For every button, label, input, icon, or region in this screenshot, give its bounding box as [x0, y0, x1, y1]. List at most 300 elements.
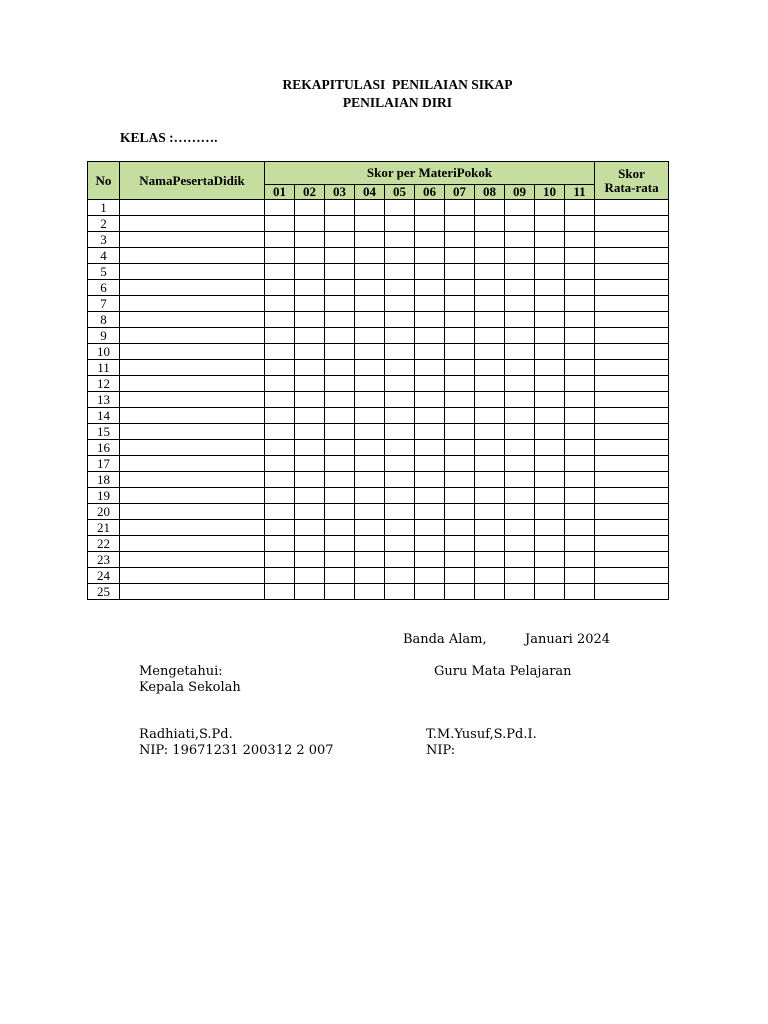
skor-cell-02[interactable]	[295, 360, 325, 376]
skor-rata-rata-cell[interactable]	[595, 344, 669, 360]
skor-cell-05[interactable]	[385, 584, 415, 600]
nama-cell[interactable]	[120, 216, 265, 232]
skor-cell-05[interactable]	[385, 296, 415, 312]
skor-cell-08[interactable]	[475, 392, 505, 408]
skor-cell-02[interactable]	[295, 344, 325, 360]
skor-cell-05[interactable]	[385, 440, 415, 456]
skor-cell-03[interactable]	[325, 584, 355, 600]
skor-cell-11[interactable]	[565, 456, 595, 472]
skor-cell-08[interactable]	[475, 520, 505, 536]
skor-cell-05[interactable]	[385, 536, 415, 552]
skor-cell-01[interactable]	[265, 296, 295, 312]
skor-cell-01[interactable]	[265, 424, 295, 440]
skor-rata-rata-cell[interactable]	[595, 312, 669, 328]
skor-cell-04[interactable]	[355, 456, 385, 472]
skor-cell-03[interactable]	[325, 472, 355, 488]
skor-rata-rata-cell[interactable]	[595, 264, 669, 280]
skor-rata-rata-cell[interactable]	[595, 456, 669, 472]
skor-cell-09[interactable]	[505, 312, 535, 328]
skor-cell-08[interactable]	[475, 440, 505, 456]
skor-cell-03[interactable]	[325, 536, 355, 552]
skor-cell-04[interactable]	[355, 376, 385, 392]
skor-cell-07[interactable]	[445, 328, 475, 344]
skor-cell-02[interactable]	[295, 248, 325, 264]
skor-cell-08[interactable]	[475, 584, 505, 600]
skor-cell-08[interactable]	[475, 472, 505, 488]
skor-cell-04[interactable]	[355, 504, 385, 520]
skor-cell-11[interactable]	[565, 376, 595, 392]
skor-cell-03[interactable]	[325, 376, 355, 392]
skor-cell-09[interactable]	[505, 376, 535, 392]
skor-cell-07[interactable]	[445, 296, 475, 312]
skor-cell-09[interactable]	[505, 232, 535, 248]
skor-cell-06[interactable]	[415, 440, 445, 456]
skor-cell-05[interactable]	[385, 552, 415, 568]
skor-cell-07[interactable]	[445, 344, 475, 360]
skor-cell-09[interactable]	[505, 344, 535, 360]
skor-cell-03[interactable]	[325, 200, 355, 216]
nama-cell[interactable]	[120, 488, 265, 504]
skor-rata-rata-cell[interactable]	[595, 296, 669, 312]
skor-cell-11[interactable]	[565, 584, 595, 600]
skor-cell-03[interactable]	[325, 392, 355, 408]
skor-cell-05[interactable]	[385, 456, 415, 472]
skor-cell-07[interactable]	[445, 392, 475, 408]
skor-rata-rata-cell[interactable]	[595, 200, 669, 216]
skor-cell-02[interactable]	[295, 456, 325, 472]
skor-cell-02[interactable]	[295, 552, 325, 568]
skor-cell-01[interactable]	[265, 472, 295, 488]
nama-cell[interactable]	[120, 280, 265, 296]
skor-cell-10[interactable]	[535, 456, 565, 472]
skor-cell-08[interactable]	[475, 344, 505, 360]
skor-cell-04[interactable]	[355, 584, 385, 600]
skor-cell-06[interactable]	[415, 280, 445, 296]
skor-cell-05[interactable]	[385, 232, 415, 248]
skor-rata-rata-cell[interactable]	[595, 280, 669, 296]
skor-cell-02[interactable]	[295, 472, 325, 488]
nama-cell[interactable]	[120, 536, 265, 552]
skor-cell-09[interactable]	[505, 520, 535, 536]
skor-cell-04[interactable]	[355, 424, 385, 440]
skor-cell-06[interactable]	[415, 520, 445, 536]
nama-cell[interactable]	[120, 472, 265, 488]
nama-cell[interactable]	[120, 408, 265, 424]
skor-cell-08[interactable]	[475, 280, 505, 296]
skor-cell-01[interactable]	[265, 216, 295, 232]
skor-cell-01[interactable]	[265, 232, 295, 248]
skor-cell-07[interactable]	[445, 248, 475, 264]
nama-cell[interactable]	[120, 232, 265, 248]
skor-cell-08[interactable]	[475, 552, 505, 568]
skor-cell-11[interactable]	[565, 216, 595, 232]
skor-cell-01[interactable]	[265, 568, 295, 584]
skor-cell-05[interactable]	[385, 424, 415, 440]
skor-rata-rata-cell[interactable]	[595, 552, 669, 568]
nama-cell[interactable]	[120, 264, 265, 280]
skor-cell-08[interactable]	[475, 536, 505, 552]
skor-cell-10[interactable]	[535, 280, 565, 296]
skor-cell-08[interactable]	[475, 248, 505, 264]
skor-cell-06[interactable]	[415, 584, 445, 600]
skor-cell-02[interactable]	[295, 408, 325, 424]
skor-cell-09[interactable]	[505, 504, 535, 520]
nama-cell[interactable]	[120, 392, 265, 408]
skor-cell-04[interactable]	[355, 232, 385, 248]
skor-cell-04[interactable]	[355, 296, 385, 312]
nama-cell[interactable]	[120, 344, 265, 360]
skor-rata-rata-cell[interactable]	[595, 392, 669, 408]
skor-cell-02[interactable]	[295, 520, 325, 536]
skor-cell-05[interactable]	[385, 568, 415, 584]
skor-cell-04[interactable]	[355, 200, 385, 216]
skor-cell-09[interactable]	[505, 536, 535, 552]
skor-cell-02[interactable]	[295, 312, 325, 328]
skor-cell-10[interactable]	[535, 248, 565, 264]
skor-cell-11[interactable]	[565, 440, 595, 456]
skor-cell-03[interactable]	[325, 488, 355, 504]
skor-cell-08[interactable]	[475, 296, 505, 312]
skor-cell-09[interactable]	[505, 216, 535, 232]
skor-cell-08[interactable]	[475, 328, 505, 344]
skor-cell-01[interactable]	[265, 280, 295, 296]
skor-rata-rata-cell[interactable]	[595, 408, 669, 424]
skor-cell-04[interactable]	[355, 248, 385, 264]
skor-cell-11[interactable]	[565, 488, 595, 504]
skor-cell-02[interactable]	[295, 264, 325, 280]
skor-cell-10[interactable]	[535, 568, 565, 584]
skor-cell-01[interactable]	[265, 264, 295, 280]
skor-cell-03[interactable]	[325, 280, 355, 296]
skor-cell-11[interactable]	[565, 472, 595, 488]
skor-cell-03[interactable]	[325, 520, 355, 536]
skor-cell-06[interactable]	[415, 376, 445, 392]
skor-cell-07[interactable]	[445, 504, 475, 520]
skor-cell-05[interactable]	[385, 360, 415, 376]
skor-rata-rata-cell[interactable]	[595, 488, 669, 504]
skor-cell-11[interactable]	[565, 552, 595, 568]
skor-cell-08[interactable]	[475, 232, 505, 248]
skor-cell-02[interactable]	[295, 504, 325, 520]
skor-cell-11[interactable]	[565, 408, 595, 424]
skor-cell-11[interactable]	[565, 360, 595, 376]
skor-cell-08[interactable]	[475, 408, 505, 424]
skor-cell-03[interactable]	[325, 216, 355, 232]
skor-cell-10[interactable]	[535, 296, 565, 312]
skor-cell-03[interactable]	[325, 568, 355, 584]
skor-rata-rata-cell[interactable]	[595, 376, 669, 392]
skor-cell-08[interactable]	[475, 456, 505, 472]
skor-cell-05[interactable]	[385, 264, 415, 280]
skor-cell-01[interactable]	[265, 520, 295, 536]
skor-cell-03[interactable]	[325, 232, 355, 248]
skor-cell-05[interactable]	[385, 280, 415, 296]
skor-cell-07[interactable]	[445, 536, 475, 552]
skor-cell-05[interactable]	[385, 312, 415, 328]
skor-cell-02[interactable]	[295, 584, 325, 600]
skor-cell-05[interactable]	[385, 504, 415, 520]
skor-cell-06[interactable]	[415, 456, 445, 472]
skor-cell-09[interactable]	[505, 408, 535, 424]
nama-cell[interactable]	[120, 552, 265, 568]
nama-cell[interactable]	[120, 312, 265, 328]
skor-cell-10[interactable]	[535, 440, 565, 456]
skor-cell-04[interactable]	[355, 392, 385, 408]
skor-cell-01[interactable]	[265, 376, 295, 392]
skor-cell-11[interactable]	[565, 344, 595, 360]
skor-cell-09[interactable]	[505, 264, 535, 280]
skor-cell-10[interactable]	[535, 232, 565, 248]
skor-cell-05[interactable]	[385, 472, 415, 488]
skor-cell-07[interactable]	[445, 360, 475, 376]
skor-cell-05[interactable]	[385, 248, 415, 264]
nama-cell[interactable]	[120, 456, 265, 472]
skor-cell-05[interactable]	[385, 344, 415, 360]
skor-cell-11[interactable]	[565, 504, 595, 520]
skor-cell-04[interactable]	[355, 552, 385, 568]
skor-cell-09[interactable]	[505, 552, 535, 568]
skor-cell-09[interactable]	[505, 440, 535, 456]
skor-rata-rata-cell[interactable]	[595, 584, 669, 600]
skor-cell-04[interactable]	[355, 440, 385, 456]
skor-cell-02[interactable]	[295, 200, 325, 216]
nama-cell[interactable]	[120, 360, 265, 376]
skor-rata-rata-cell[interactable]	[595, 360, 669, 376]
skor-rata-rata-cell[interactable]	[595, 472, 669, 488]
skor-cell-02[interactable]	[295, 536, 325, 552]
skor-cell-04[interactable]	[355, 312, 385, 328]
nama-cell[interactable]	[120, 248, 265, 264]
nama-cell[interactable]	[120, 504, 265, 520]
skor-cell-11[interactable]	[565, 392, 595, 408]
skor-rata-rata-cell[interactable]	[595, 248, 669, 264]
skor-cell-07[interactable]	[445, 232, 475, 248]
skor-rata-rata-cell[interactable]	[595, 424, 669, 440]
skor-cell-05[interactable]	[385, 488, 415, 504]
skor-cell-04[interactable]	[355, 568, 385, 584]
skor-cell-01[interactable]	[265, 504, 295, 520]
skor-cell-09[interactable]	[505, 200, 535, 216]
skor-cell-02[interactable]	[295, 296, 325, 312]
skor-cell-10[interactable]	[535, 200, 565, 216]
skor-cell-01[interactable]	[265, 344, 295, 360]
skor-cell-07[interactable]	[445, 312, 475, 328]
skor-cell-04[interactable]	[355, 536, 385, 552]
skor-cell-07[interactable]	[445, 488, 475, 504]
skor-cell-09[interactable]	[505, 296, 535, 312]
skor-cell-08[interactable]	[475, 216, 505, 232]
skor-cell-04[interactable]	[355, 280, 385, 296]
skor-cell-07[interactable]	[445, 472, 475, 488]
skor-cell-02[interactable]	[295, 568, 325, 584]
skor-cell-11[interactable]	[565, 280, 595, 296]
skor-cell-01[interactable]	[265, 248, 295, 264]
skor-cell-03[interactable]	[325, 504, 355, 520]
skor-cell-06[interactable]	[415, 568, 445, 584]
nama-cell[interactable]	[120, 296, 265, 312]
skor-cell-07[interactable]	[445, 584, 475, 600]
skor-cell-03[interactable]	[325, 440, 355, 456]
skor-cell-07[interactable]	[445, 520, 475, 536]
skor-cell-02[interactable]	[295, 216, 325, 232]
skor-cell-02[interactable]	[295, 424, 325, 440]
skor-cell-06[interactable]	[415, 216, 445, 232]
skor-cell-04[interactable]	[355, 408, 385, 424]
skor-cell-01[interactable]	[265, 536, 295, 552]
nama-cell[interactable]	[120, 440, 265, 456]
skor-cell-04[interactable]	[355, 472, 385, 488]
skor-cell-10[interactable]	[535, 584, 565, 600]
skor-cell-03[interactable]	[325, 408, 355, 424]
skor-cell-08[interactable]	[475, 264, 505, 280]
skor-cell-04[interactable]	[355, 488, 385, 504]
skor-cell-09[interactable]	[505, 488, 535, 504]
skor-cell-08[interactable]	[475, 504, 505, 520]
skor-cell-06[interactable]	[415, 232, 445, 248]
skor-cell-10[interactable]	[535, 344, 565, 360]
skor-cell-08[interactable]	[475, 376, 505, 392]
skor-cell-06[interactable]	[415, 248, 445, 264]
skor-cell-07[interactable]	[445, 440, 475, 456]
skor-cell-09[interactable]	[505, 328, 535, 344]
skor-cell-10[interactable]	[535, 472, 565, 488]
skor-cell-08[interactable]	[475, 424, 505, 440]
skor-cell-11[interactable]	[565, 568, 595, 584]
skor-cell-07[interactable]	[445, 552, 475, 568]
skor-cell-02[interactable]	[295, 392, 325, 408]
skor-cell-10[interactable]	[535, 488, 565, 504]
skor-rata-rata-cell[interactable]	[595, 568, 669, 584]
nama-cell[interactable]	[120, 520, 265, 536]
skor-cell-06[interactable]	[415, 344, 445, 360]
skor-cell-11[interactable]	[565, 232, 595, 248]
skor-cell-10[interactable]	[535, 328, 565, 344]
skor-cell-09[interactable]	[505, 392, 535, 408]
skor-cell-06[interactable]	[415, 488, 445, 504]
skor-rata-rata-cell[interactable]	[595, 440, 669, 456]
skor-cell-07[interactable]	[445, 264, 475, 280]
skor-cell-06[interactable]	[415, 408, 445, 424]
nama-cell[interactable]	[120, 568, 265, 584]
nama-cell[interactable]	[120, 328, 265, 344]
skor-cell-05[interactable]	[385, 520, 415, 536]
skor-cell-08[interactable]	[475, 312, 505, 328]
skor-cell-05[interactable]	[385, 376, 415, 392]
skor-cell-06[interactable]	[415, 328, 445, 344]
skor-cell-08[interactable]	[475, 360, 505, 376]
skor-cell-10[interactable]	[535, 392, 565, 408]
skor-cell-01[interactable]	[265, 200, 295, 216]
skor-cell-06[interactable]	[415, 536, 445, 552]
nama-cell[interactable]	[120, 200, 265, 216]
skor-cell-09[interactable]	[505, 424, 535, 440]
skor-cell-07[interactable]	[445, 216, 475, 232]
skor-cell-01[interactable]	[265, 408, 295, 424]
skor-cell-10[interactable]	[535, 360, 565, 376]
skor-cell-08[interactable]	[475, 200, 505, 216]
skor-cell-09[interactable]	[505, 472, 535, 488]
skor-cell-05[interactable]	[385, 328, 415, 344]
skor-cell-09[interactable]	[505, 360, 535, 376]
skor-cell-06[interactable]	[415, 296, 445, 312]
skor-cell-02[interactable]	[295, 328, 325, 344]
skor-cell-07[interactable]	[445, 408, 475, 424]
skor-cell-04[interactable]	[355, 344, 385, 360]
skor-cell-10[interactable]	[535, 264, 565, 280]
skor-cell-11[interactable]	[565, 536, 595, 552]
skor-cell-09[interactable]	[505, 568, 535, 584]
skor-cell-03[interactable]	[325, 360, 355, 376]
skor-cell-03[interactable]	[325, 296, 355, 312]
skor-cell-03[interactable]	[325, 248, 355, 264]
skor-cell-08[interactable]	[475, 488, 505, 504]
skor-rata-rata-cell[interactable]	[595, 328, 669, 344]
skor-cell-06[interactable]	[415, 552, 445, 568]
skor-cell-06[interactable]	[415, 360, 445, 376]
skor-cell-01[interactable]	[265, 360, 295, 376]
skor-rata-rata-cell[interactable]	[595, 216, 669, 232]
skor-cell-07[interactable]	[445, 280, 475, 296]
skor-cell-04[interactable]	[355, 264, 385, 280]
skor-cell-10[interactable]	[535, 504, 565, 520]
skor-cell-05[interactable]	[385, 408, 415, 424]
skor-cell-07[interactable]	[445, 200, 475, 216]
skor-rata-rata-cell[interactable]	[595, 232, 669, 248]
skor-cell-10[interactable]	[535, 536, 565, 552]
skor-cell-06[interactable]	[415, 200, 445, 216]
skor-cell-11[interactable]	[565, 424, 595, 440]
skor-cell-06[interactable]	[415, 392, 445, 408]
skor-cell-03[interactable]	[325, 312, 355, 328]
skor-cell-11[interactable]	[565, 520, 595, 536]
skor-cell-01[interactable]	[265, 392, 295, 408]
skor-cell-01[interactable]	[265, 440, 295, 456]
skor-cell-01[interactable]	[265, 488, 295, 504]
skor-cell-01[interactable]	[265, 584, 295, 600]
skor-cell-01[interactable]	[265, 328, 295, 344]
skor-cell-04[interactable]	[355, 216, 385, 232]
skor-cell-07[interactable]	[445, 568, 475, 584]
skor-cell-10[interactable]	[535, 424, 565, 440]
skor-cell-10[interactable]	[535, 376, 565, 392]
skor-cell-10[interactable]	[535, 312, 565, 328]
nama-cell[interactable]	[120, 424, 265, 440]
skor-cell-03[interactable]	[325, 552, 355, 568]
skor-cell-01[interactable]	[265, 552, 295, 568]
skor-cell-10[interactable]	[535, 552, 565, 568]
skor-cell-02[interactable]	[295, 376, 325, 392]
skor-cell-09[interactable]	[505, 584, 535, 600]
skor-cell-09[interactable]	[505, 456, 535, 472]
skor-cell-11[interactable]	[565, 248, 595, 264]
skor-cell-02[interactable]	[295, 488, 325, 504]
skor-cell-11[interactable]	[565, 200, 595, 216]
skor-cell-03[interactable]	[325, 424, 355, 440]
skor-cell-11[interactable]	[565, 312, 595, 328]
skor-cell-06[interactable]	[415, 424, 445, 440]
skor-cell-05[interactable]	[385, 216, 415, 232]
skor-cell-02[interactable]	[295, 232, 325, 248]
skor-cell-05[interactable]	[385, 200, 415, 216]
skor-cell-11[interactable]	[565, 264, 595, 280]
skor-cell-07[interactable]	[445, 424, 475, 440]
skor-cell-03[interactable]	[325, 264, 355, 280]
skor-cell-11[interactable]	[565, 296, 595, 312]
skor-cell-03[interactable]	[325, 328, 355, 344]
skor-cell-04[interactable]	[355, 520, 385, 536]
skor-cell-06[interactable]	[415, 472, 445, 488]
skor-rata-rata-cell[interactable]	[595, 536, 669, 552]
